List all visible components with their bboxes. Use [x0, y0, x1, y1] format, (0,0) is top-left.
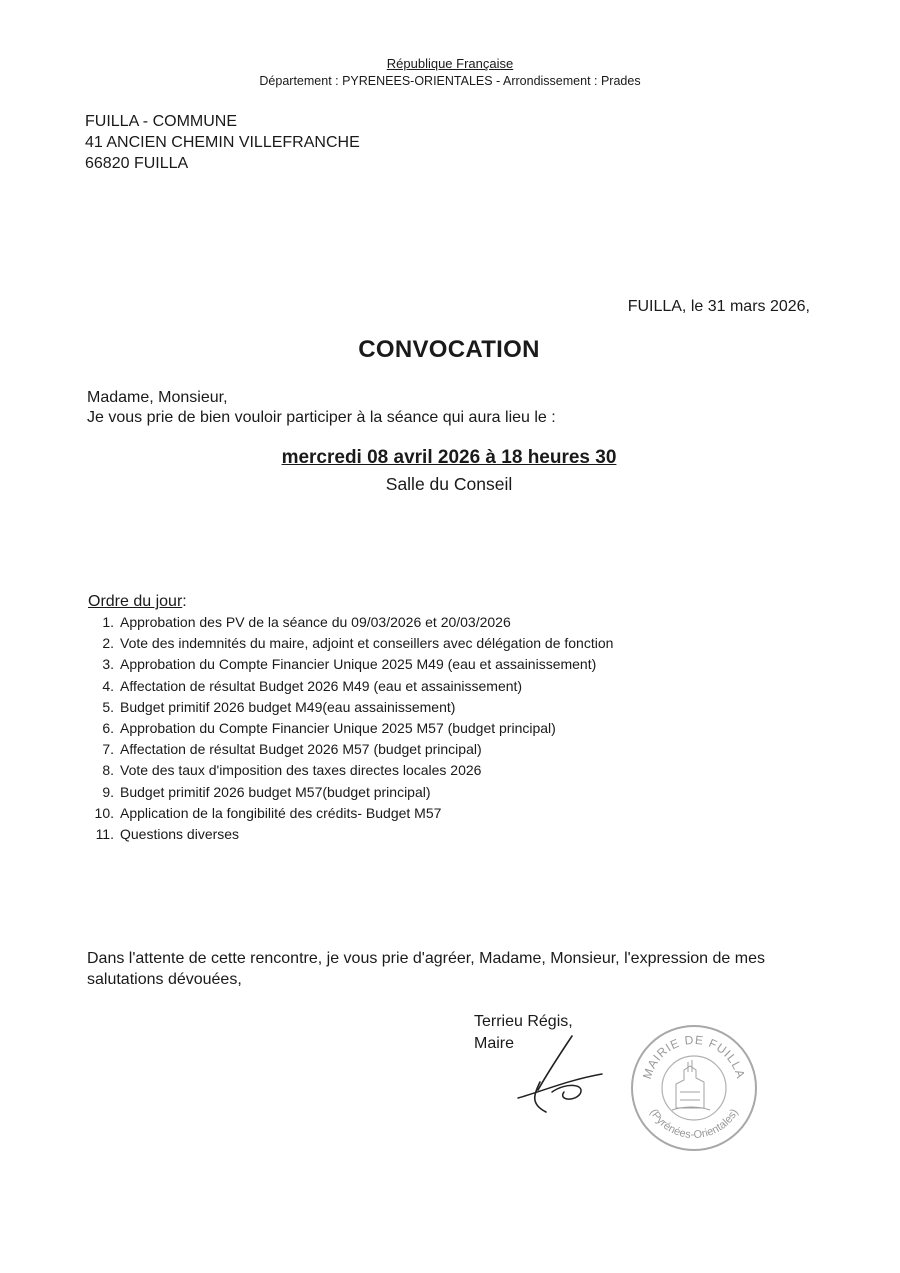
agenda-item: [90, 803, 613, 824]
agenda-item-text: Application de la fongibilité des crédits- Budget M57: [120, 804, 442, 821]
closing-paragraph: Dans l'attente de cette rencontre, je vous prie d'agréer, Madame, Monsieur, l'expression de mes salutations dévouées,: [87, 950, 765, 988]
agenda-item-number: 8.: [102, 762, 114, 779]
agenda-item-text: Budget primitif 2026 budget M57(budget principal): [120, 783, 431, 800]
agenda-item-number: 4.: [102, 677, 114, 694]
agenda-item-text: Approbation du Compte Financier Unique 2025 M57 (budget principal): [120, 719, 556, 736]
sender-street: 41 ANCIEN CHEMIN VILLEFRANCHE: [85, 134, 360, 151]
agenda-item-number: 7.: [102, 741, 114, 758]
agenda-item: [90, 718, 613, 739]
handwritten-signature: [510, 1032, 610, 1122]
sender-name: FUILLA - COMMUNE: [85, 113, 238, 130]
agenda-item-number: 5.: [102, 698, 114, 715]
agenda-item-number: 3.: [102, 656, 114, 673]
agenda-list: [90, 612, 613, 845]
salutation: Madame, Monsieur,: [87, 389, 228, 406]
dateline: FUILLA, le 31 mars 2026,: [627, 298, 810, 315]
agenda-item-text: Budget primitif 2026 budget M49(eau assainissement): [120, 698, 456, 715]
meeting-location: Salle du Conseil: [385, 474, 513, 494]
document-title: CONVOCATION: [358, 336, 540, 363]
agenda-item: [90, 739, 613, 760]
agenda-item-number: 10.: [94, 804, 114, 821]
agenda-item-text: Approbation du Compte Financier Unique 2025 M49 (eau et assainissement): [120, 656, 597, 673]
agenda-item: [90, 654, 613, 675]
seal-top-text: MAIRIE DE FUILLA: [639, 1032, 749, 1081]
seal-bottom-text: (Pyrénées-Orientales): [647, 1107, 741, 1142]
agenda-item-number: 2.: [102, 635, 114, 652]
agenda-item: [90, 612, 613, 633]
agenda-item-number: 1.: [102, 614, 114, 630]
agenda-item: [90, 697, 613, 718]
agenda-item: [90, 633, 613, 654]
agenda-item-text: Questions diverses: [120, 825, 240, 842]
greeting: [87, 388, 556, 428]
agenda-heading-colon: :: [182, 593, 187, 610]
agenda-item-text: Vote des taux d'imposition des taxes directes locales 2026: [120, 762, 482, 779]
agenda-heading: [88, 593, 187, 611]
agenda-heading-label: Ordre du jour: [88, 593, 183, 610]
agenda-item-text: Approbation des PV de la séance du 09/03/2026 et 20/03/2026: [120, 614, 511, 630]
department-line: Département : PYRENEES-ORIENTALES - Arrondissement : Prades: [259, 74, 641, 88]
agenda-item: [90, 782, 613, 803]
agenda-item-text: Affectation de résultat Budget 2026 M49 (eau et assainissement): [120, 677, 523, 694]
agenda-item-text: Affectation de résultat Budget 2026 M57 (budget principal): [120, 741, 482, 758]
agenda-item-text: Vote des indemnités du maire, adjoint et conseillers avec délégation de fonction: [120, 635, 614, 652]
agenda-item: [90, 676, 613, 697]
invitation-text: Je vous prie de bien vouloir participer à la séance qui aura lieu le :: [87, 409, 556, 426]
sender-city: 66820 FUILLA: [85, 155, 189, 172]
meeting-datetime: mercredi 08 avril 2026 à 18 heures 30: [281, 447, 617, 468]
town-seal: [628, 1022, 760, 1154]
agenda-item-number: 6.: [102, 719, 114, 736]
signer-role: Maire: [474, 1035, 515, 1052]
seal-emblem: [672, 1060, 710, 1110]
agenda-item-number: 11.: [95, 825, 114, 842]
agenda-item: [90, 824, 613, 845]
sender-address: [85, 111, 360, 174]
republic-heading: République Française: [386, 56, 514, 71]
agenda-item: [90, 760, 613, 781]
agenda-item-number: 9.: [102, 783, 114, 800]
signer-name: Terrieu Régis,: [474, 1013, 573, 1030]
